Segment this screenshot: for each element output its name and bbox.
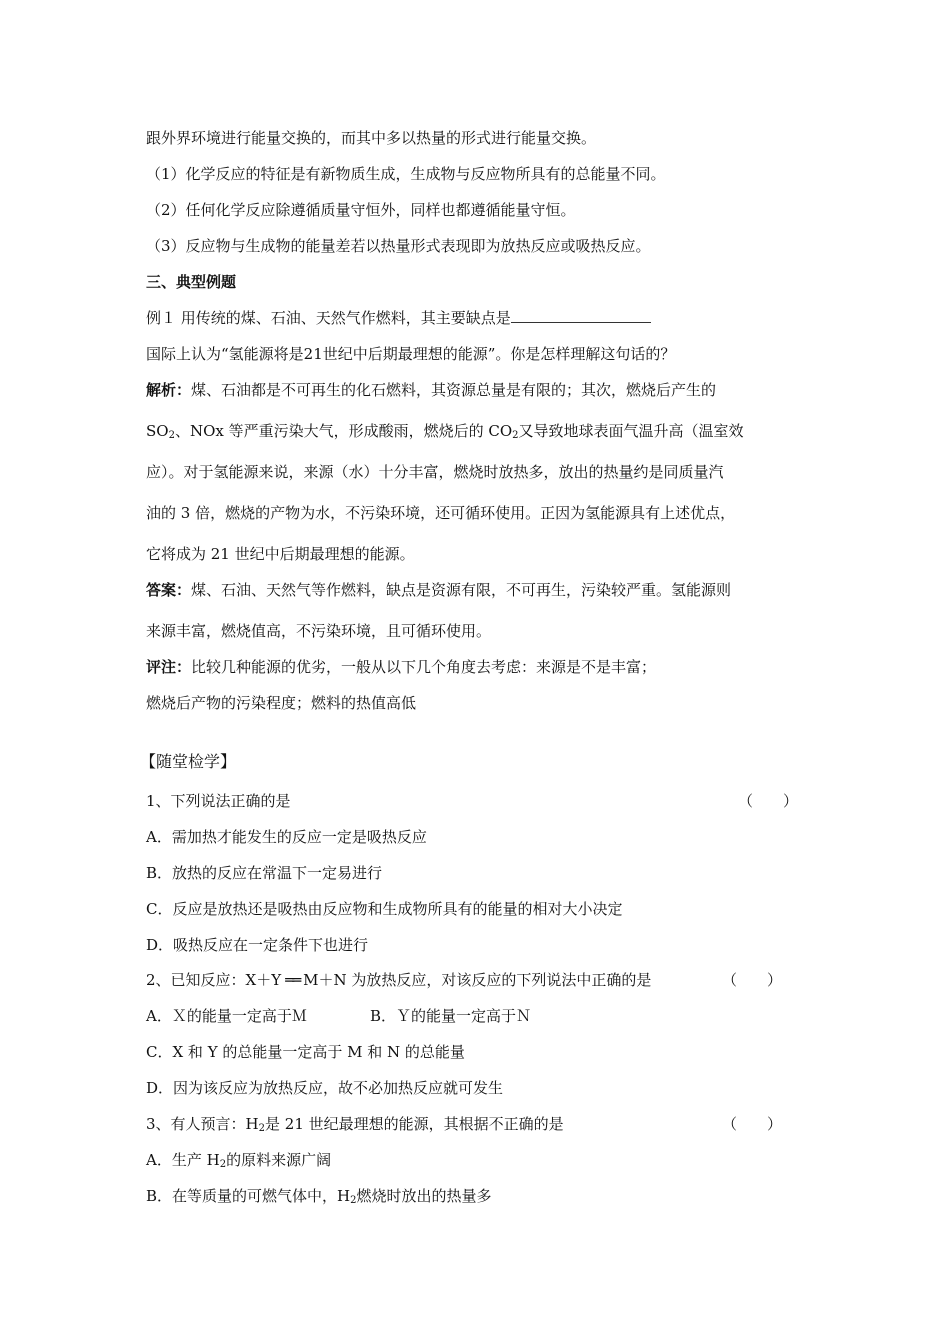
question-2-stem xyxy=(146,970,651,990)
question-1-option-b: B．放热的反应在常温下一定易进行 xyxy=(146,864,383,882)
point-2: （2）任何化学反应除遵循质量守恒外，同样也都遵循能量守恒。 xyxy=(146,201,576,219)
question-1-option-a: A．需加热才能发生的反应一定是吸热反应 xyxy=(146,828,427,846)
answer-line-1 xyxy=(146,580,731,600)
comment-label: 评注： xyxy=(146,658,192,676)
comment-line-1 xyxy=(146,657,656,677)
comment-text-1: 比较几种能源的优劣，一般从以下几个角度去考虑：来源是不是丰富； xyxy=(191,658,657,676)
analysis-text-2b: 又导致地球表面气温升高（温室效 xyxy=(518,422,744,440)
question-3-stem-a: 3、有人预言：H xyxy=(146,1115,259,1133)
analysis-line-5: 它将成为 21 世纪中后期最理想的能源。 xyxy=(146,545,415,563)
question-3-option-b xyxy=(146,1186,492,1211)
question-3-option-b-text: B．在等质量的可燃气体中，H xyxy=(146,1187,351,1205)
analysis-line-3: 应）。对于氢能源来说，来源（水）十分丰富，燃烧时放热多，放出的热量约是同质量汽 xyxy=(146,463,724,481)
example-question-2: 国际上认为“氢能源将是21世纪中后期最理想的能源”。你是怎样理解这句话的？ xyxy=(146,345,676,363)
analysis-label: 解析： xyxy=(146,381,192,399)
question-2-option-c: C．X 和 Y 的总能量一定高于 M 和 N 的总能量 xyxy=(146,1043,465,1061)
question-2-answer-paren: （ ） xyxy=(722,971,783,989)
answer-label: 答案： xyxy=(146,581,192,599)
answer-blank xyxy=(511,308,651,323)
question-3-option-a xyxy=(146,1150,331,1175)
question-1-option-d: D．吸热反应在一定条件下也进行 xyxy=(146,936,369,954)
analysis-text-2: 、NOx 等严重污染大气，形成酸雨，燃烧后的 CO xyxy=(174,422,513,440)
question-3-option-b-text-b: 燃烧时放出的热量多 xyxy=(356,1187,492,1205)
question-3-option-a-text: A．生产 H xyxy=(146,1151,220,1169)
question-2-stem-b: M＋N 为放热反应，对该反应的下列说法中正确的是 xyxy=(303,971,652,989)
question-1-option-c: C．反应是放热还是吸热由反应物和生成物所具有的能量的相对大小决定 xyxy=(146,900,623,918)
so2-text: SO xyxy=(146,422,169,440)
answer-line-2: 来源丰富，燃烧值高，不污染环境，且可循环使用。 xyxy=(146,622,492,640)
quiz-title: 【随堂检学】 xyxy=(140,752,237,771)
h2-subscript: 2 xyxy=(219,1159,227,1170)
point-3: （3）反应物与生成物的能量差若以热量形式表现即为放热反应或吸热反应。 xyxy=(146,237,651,255)
analysis-line-1 xyxy=(146,380,716,400)
point-1: （1）化学反应的特征是有新物质生成，生成物与反应物所具有的总能量不同。 xyxy=(146,165,666,183)
question-3-stem xyxy=(146,1114,564,1139)
answer-text-1: 煤、石油、天然气等作燃料，缺点是资源有限，不可再生，污染较严重。氢能源则 xyxy=(191,581,732,599)
question-1-stem: 1、下列说法正确的是 xyxy=(146,792,291,810)
question-1-answer-paren: （ ） xyxy=(738,792,799,810)
question-3-stem-b: 是 21 世纪最理想的能源，其根据不正确的是 xyxy=(265,1115,564,1133)
co2-subscript: 2 xyxy=(512,430,519,441)
analysis-line-2 xyxy=(146,421,744,446)
example-question-1 xyxy=(146,308,651,328)
question-3-answer-paren: （ ） xyxy=(722,1115,783,1133)
so2-subscript: 2 xyxy=(168,430,175,441)
example-question-1-text: 例１ 用传统的煤、石油、天然气作燃料，其主要缺点是 xyxy=(146,309,511,327)
comment-line-2: 燃烧后产物的污染程度；燃料的热值高低 xyxy=(146,694,417,712)
question-2-option-d: D．因为该反应为放热反应，故不必加热反应就可发生 xyxy=(146,1079,504,1097)
question-2-option-a: A．Ｘ的能量一定高于Ｍ xyxy=(146,1007,307,1025)
analysis-line-4: 油的 3 倍，燃烧的产物为水，不污染环境，还可循环使用。正因为氢能源具有上述优点， xyxy=(146,504,736,522)
section-title: 三、典型例题 xyxy=(146,273,237,291)
question-2-stem-a: 2、已知反应：X＋Y xyxy=(146,971,282,989)
reaction-equals-sign: ══ xyxy=(285,971,300,989)
intro-text: 跟外界环境进行能量交换的，而其中多以热量的形式进行能量交换。 xyxy=(146,129,597,147)
h2-subscript: 2 xyxy=(258,1123,266,1134)
analysis-text-1: 煤、石油都是不可再生的化石燃料，其资源总量是有限的；其次，燃烧后产生的 xyxy=(191,381,717,399)
h2-subscript: 2 xyxy=(350,1195,357,1206)
question-2-option-b: B．Ｙ的能量一定高于Ｎ xyxy=(370,1007,532,1025)
question-3-option-a-text-b: 的原料来源广阔 xyxy=(226,1151,332,1169)
